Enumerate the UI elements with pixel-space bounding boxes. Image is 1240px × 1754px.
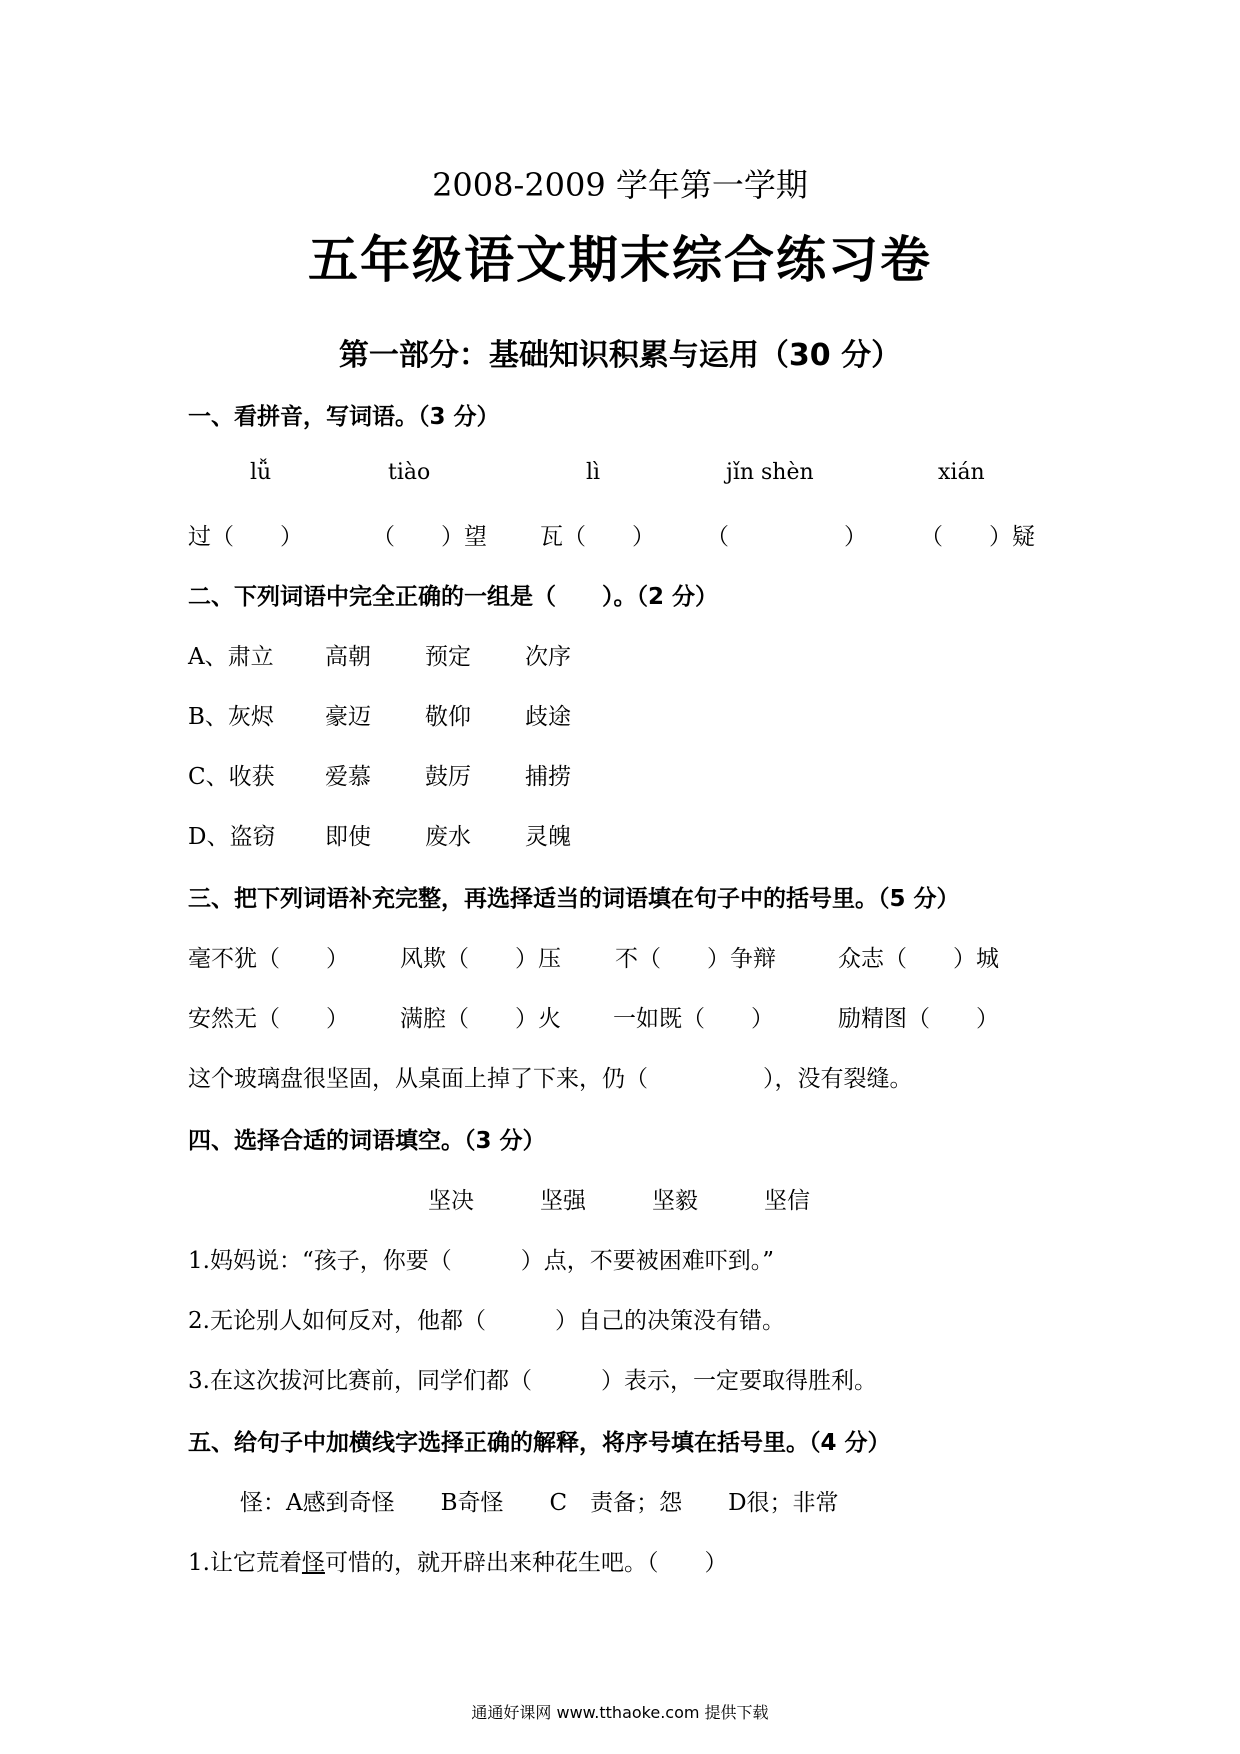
option-word: 高朝 [325, 644, 371, 670]
exam-year-title: 2008-2009 学年第一学期 [432, 166, 808, 204]
option-word: 废水 [425, 824, 471, 850]
option-word: 豪迈 [325, 704, 371, 730]
pinyin-5: xián [938, 460, 985, 485]
option-word: 灵魄 [525, 824, 571, 850]
word-choice: 坚毅 [652, 1188, 698, 1214]
word-choice: 坚决 [428, 1188, 474, 1214]
question-4-item-1: 1.妈妈说：“孩子，你要（ ）点，不要被困难吓到。” [188, 1248, 774, 1274]
idiom-blank: 众志（ ）城 [838, 946, 999, 972]
sentence-part: 1.让它荒着 [188, 1550, 302, 1576]
pinyin-1: lǚ [250, 460, 272, 485]
option-d [188, 818, 275, 851]
option-label: D、 [188, 824, 230, 850]
option-word: 鼓厉 [425, 764, 471, 790]
option-word: 收获 [228, 764, 275, 790]
option-label: C、 [188, 764, 229, 790]
option-word: 次序 [525, 644, 571, 670]
pinyin-3: lì [586, 460, 601, 485]
option-word: 歧途 [525, 704, 571, 730]
option-word: 即使 [325, 824, 371, 850]
word-blank-5: （ ）疑 [920, 524, 1035, 550]
word-choice: 坚信 [764, 1188, 810, 1214]
option-word: 预定 [425, 644, 471, 670]
option-c [188, 758, 275, 791]
option-word: 肃立 [227, 644, 274, 670]
question-5-title: 五、给句子中加横线字选择正确的解释，将序号填在括号里。（4 分） [188, 1430, 891, 1456]
question-4-item-2: 2.无论别人如何反对，他都（ ）自己的决策没有错。 [188, 1308, 785, 1334]
pinyin-4: jǐn shèn [726, 460, 814, 485]
question-5-definitions: 怪：A感到奇怪 B奇怪 C 责备；怨 D很；非常 [240, 1490, 839, 1516]
option-word: 敬仰 [425, 704, 471, 730]
question-1-title: 一、看拼音，写词语。（3 分） [188, 404, 500, 430]
word-choice: 坚强 [540, 1188, 586, 1214]
question-5-item-1 [188, 1544, 727, 1577]
option-word: 爱慕 [325, 764, 371, 790]
idiom-blank: 励精图（ ） [838, 1006, 999, 1032]
idiom-blank: 安然无（ ） [188, 1006, 349, 1032]
question-4-title: 四、选择合适的词语填空。（3 分） [188, 1128, 546, 1154]
sentence-part: 可惜的，就开辟出来种花生吧。（ ） [324, 1550, 728, 1576]
word-blank-1: 过（ ） [188, 524, 303, 550]
option-label: A、 [188, 644, 228, 670]
question-4-item-3: 3.在这次拔河比赛前，同学们都（ ）表示，一定要取得胜利。 [188, 1368, 877, 1394]
exam-main-title: 五年级语文期末综合练习卷 [308, 230, 932, 289]
idiom-blank: 不（ ）争辩 [615, 946, 776, 972]
part-title: 第一部分：基础知识积累与运用（30 分） [338, 338, 902, 373]
underlined-character: 怪 [301, 1550, 325, 1576]
idiom-blank: 满腔（ ）火 [400, 1006, 561, 1032]
option-label: B、 [188, 704, 228, 730]
question-3-sentence: 这个玻璃盘很坚固，从桌面上掉了下来，仍（ ），没有裂缝。 [188, 1066, 913, 1092]
option-word: 捕捞 [525, 764, 571, 790]
idiom-blank: 毫不犹（ ） [188, 946, 349, 972]
word-blank-4: （ ） [706, 524, 867, 550]
option-a [188, 638, 274, 671]
option-word: 灰烬 [227, 704, 274, 730]
option-b [188, 698, 274, 731]
word-blank-3: 瓦（ ） [540, 524, 655, 550]
footer-download-note: 通通好课网 www.tthaoke.com 提供下载 [471, 1703, 769, 1722]
word-blank-2: （ ）望 [372, 524, 487, 550]
question-3-title: 三、把下列词语补充完整，再选择适当的词语填在句子中的括号里。（5 分） [188, 886, 960, 912]
pinyin-2: tiào [388, 460, 431, 485]
idiom-blank: 一如既（ ） [613, 1006, 774, 1032]
option-word: 盗窃 [229, 824, 276, 850]
question-2-title: 二、下列词语中完全正确的一组是（ ）。（2 分） [188, 584, 719, 610]
idiom-blank: 风欺（ ）压 [400, 946, 561, 972]
